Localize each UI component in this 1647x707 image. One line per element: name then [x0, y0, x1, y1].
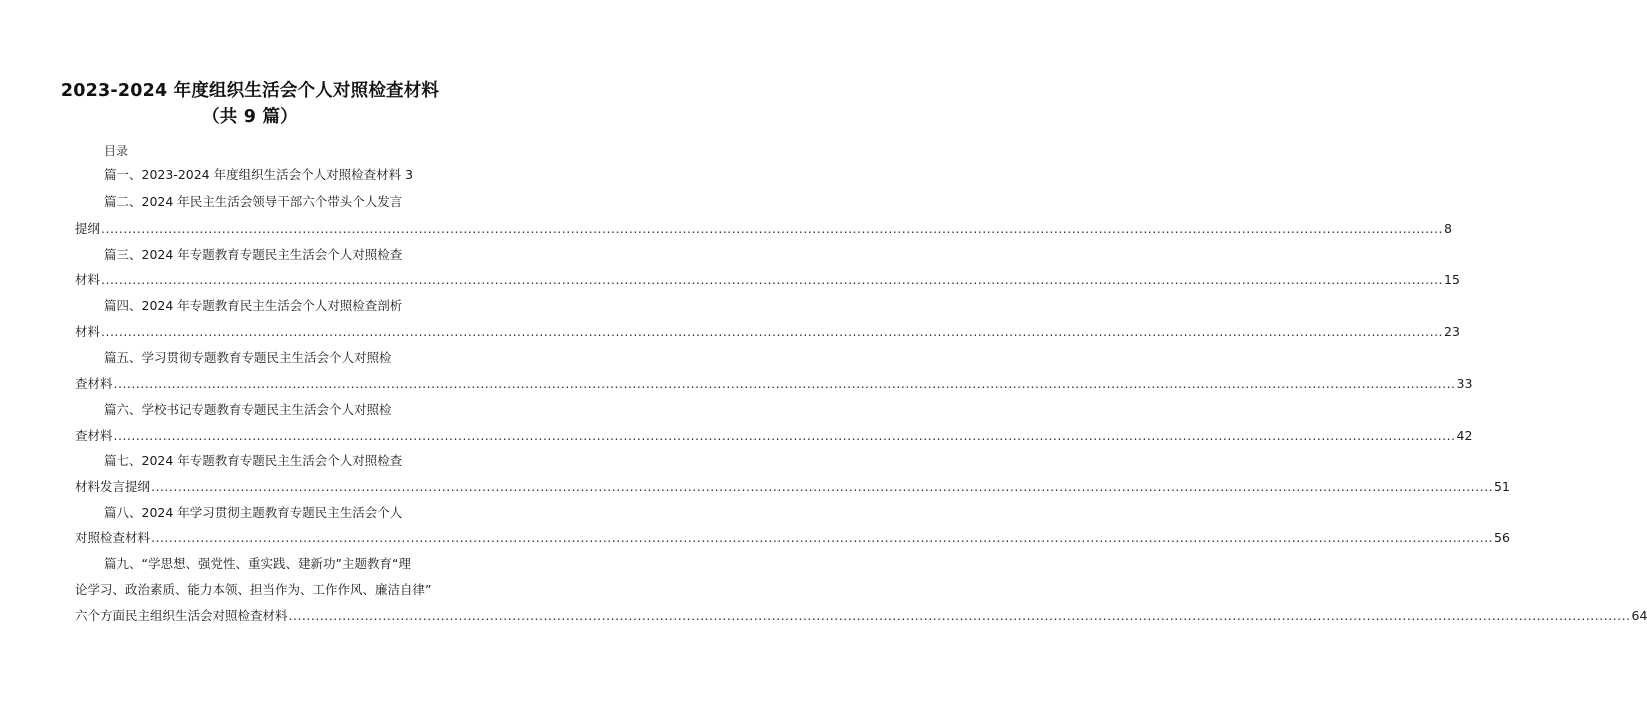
toc-page-number: 33 [1456, 376, 1473, 391]
toc-page-number: 23 [1444, 324, 1460, 339]
toc-entry-text: 提纲 [75, 221, 101, 236]
toc-entry-6-line2[interactable] [75, 428, 1473, 444]
toc-heading: 目录 [104, 144, 129, 158]
toc-entry-8-line2[interactable] [75, 530, 1510, 546]
toc-entry-4-line1[interactable]: 篇四、2024 年专题教育民主生活会个人对照检查剖析 [104, 298, 403, 313]
toc-entry-2-line1[interactable]: 篇二、2024 年民主生活会领导干部六个带头个人发言 [104, 194, 403, 209]
toc-page-number: 56 [1494, 530, 1510, 545]
toc-entry-text: 对照检查材料 [75, 530, 151, 545]
toc-leader-dots: ............................................................................................................................................................................................................................................................................................................ [151, 479, 1494, 494]
toc-page-number: 15 [1444, 272, 1460, 287]
toc-page-number: 8 [1444, 221, 1452, 236]
toc-entry-9-line2[interactable]: 论学习、政治素质、能力本领、担当作为、工作作风、廉洁自律” [75, 582, 432, 597]
toc-entry-1[interactable]: 篇一、2023-2024 年度组织生活会个人对照检查材料 3 [104, 167, 414, 182]
toc-entry-text: 查材料 [75, 428, 113, 443]
toc-entry-text: 材料发言提纲 [75, 479, 151, 494]
toc-leader-dots: ............................................................................................................................................................................................................................................................................................................ [288, 608, 1631, 623]
toc-entry-5-line1[interactable]: 篇五、学习贯彻专题教育专题民主生活会个人对照检 [104, 350, 392, 365]
toc-entry-7-line2[interactable] [75, 479, 1510, 495]
toc-entry-4-line2[interactable] [75, 324, 1460, 340]
toc-entry-2-line2[interactable] [75, 221, 1452, 237]
toc-entry-7-line1[interactable]: 篇七、2024 年专题教育专题民主生活会个人对照检查 [104, 453, 403, 468]
toc-entry-text: 六个方面民主组织生活会对照检查材料 [75, 608, 288, 623]
toc-page-number: 51 [1494, 479, 1510, 494]
toc-page-number: 64 [1631, 608, 1647, 623]
toc-page-number: 42 [1456, 428, 1473, 443]
toc-entry-text: 材料 [75, 324, 101, 339]
toc-entry-text: 查材料 [75, 376, 113, 391]
toc-leader-dots: ............................................................................................................................................................................................................................................................................................................ [113, 428, 1456, 443]
toc-entry-3-line1[interactable]: 篇三、2024 年专题教育专题民主生活会个人对照检查 [104, 247, 403, 262]
toc-entry-9-line1[interactable]: 篇九、“学思想、强党性、重实践、建新功”主题教育“理 [104, 556, 411, 571]
document-title: 2023-2024 年度组织生活会个人对照检查材料 [60, 81, 440, 101]
toc-leader-dots: ............................................................................................................................................................................................................................................................................................................ [101, 272, 1444, 287]
toc-leader-dots: ............................................................................................................................................................................................................................................................................................................ [101, 221, 1444, 236]
toc-entry-text: 材料 [75, 272, 101, 287]
toc-leader-dots: ............................................................................................................................................................................................................................................................................................................ [101, 324, 1444, 339]
toc-entry-3-line2[interactable] [75, 272, 1460, 288]
toc-leader-dots: ............................................................................................................................................................................................................................................................................................................ [151, 530, 1494, 545]
toc-entry-6-line1[interactable]: 篇六、学校书记专题教育专题民主生活会个人对照检 [104, 402, 392, 417]
toc-entry-9-line3[interactable] [75, 608, 1647, 624]
toc-leader-dots: ............................................................................................................................................................................................................................................................................................................ [113, 376, 1456, 391]
toc-entry-8-line1[interactable]: 篇八、2024 年学习贯彻主题教育专题民主生活会个人 [104, 505, 403, 520]
toc-entry-5-line2[interactable] [75, 376, 1473, 392]
document-subtitle: （共 9 篇） [202, 107, 298, 127]
